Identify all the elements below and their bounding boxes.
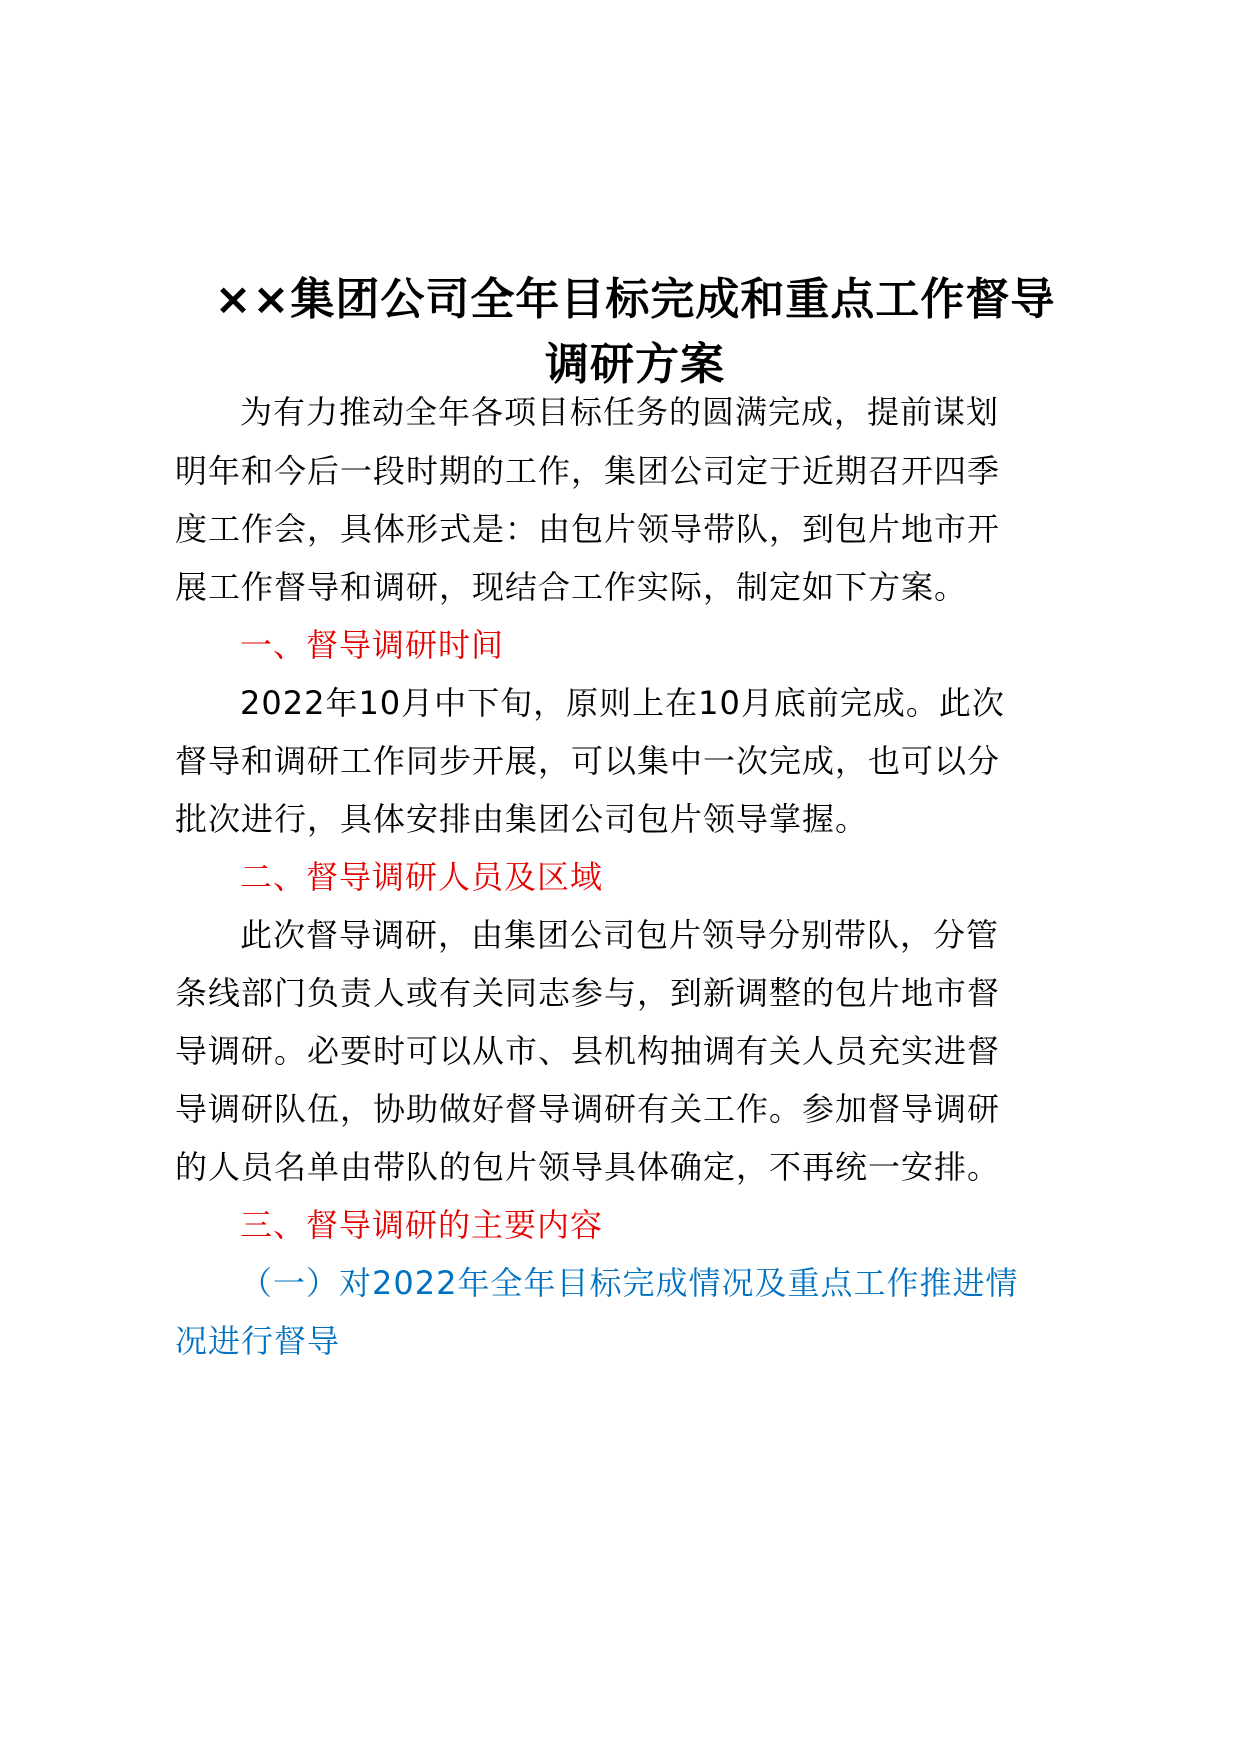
intro-paragraph-line: 度工作会，具体形式是：由包片领导带队，到包片地市开 [175, 510, 1001, 548]
section-1-heading: 一、督导调研时间 [240, 626, 505, 664]
section-2-line: 的人员名单由带队的包片领导具体确定，不再统一安排。 [175, 1148, 1001, 1186]
intro-paragraph-line: 为有力推动全年各项目标任务的圆满完成，提前谋划 [240, 393, 1000, 431]
section-1-line: 2022年10月中下旬，原则上在10月底前完成。此次 [240, 684, 1005, 722]
intro-paragraph-line: 展工作督导和调研，现结合工作实际，制定如下方案。 [175, 568, 968, 606]
section-2-line: 导调研。必要时可以从市、县机构抽调有关人员充实进督 [175, 1032, 1001, 1070]
intro-paragraph-line: 明年和今后一段时期的工作，集团公司定于近期召开四季 [175, 452, 1001, 490]
section-2-line: 条线部门负责人或有关同志参与，到新调整的包片地市督 [175, 974, 1001, 1012]
section-1-line: 督导和调研工作同步开展，可以集中一次完成，也可以分 [175, 742, 1001, 780]
section-2-heading: 二、督导调研人员及区域 [240, 858, 604, 896]
section-3-heading: 三、督导调研的主要内容 [240, 1206, 604, 1244]
section-1-line: 批次进行，具体安排由集团公司包片领导掌握。 [175, 800, 869, 838]
document-title-line-2: 调研方案 [545, 339, 725, 390]
section-3-subheading-line: （一）对2022年全年目标完成情况及重点工作推进情 [240, 1264, 1019, 1302]
document-title-line-1: ××集团公司全年目标完成和重点工作督导 [214, 274, 1056, 325]
section-2-line: 此次督导调研，由集团公司包片领导分别带队，分管 [240, 916, 1000, 954]
section-3-subheading-line: 况进行督导 [175, 1322, 341, 1360]
section-2-line: 导调研队伍，协助做好督导调研有关工作。参加督导调研 [175, 1090, 1001, 1128]
